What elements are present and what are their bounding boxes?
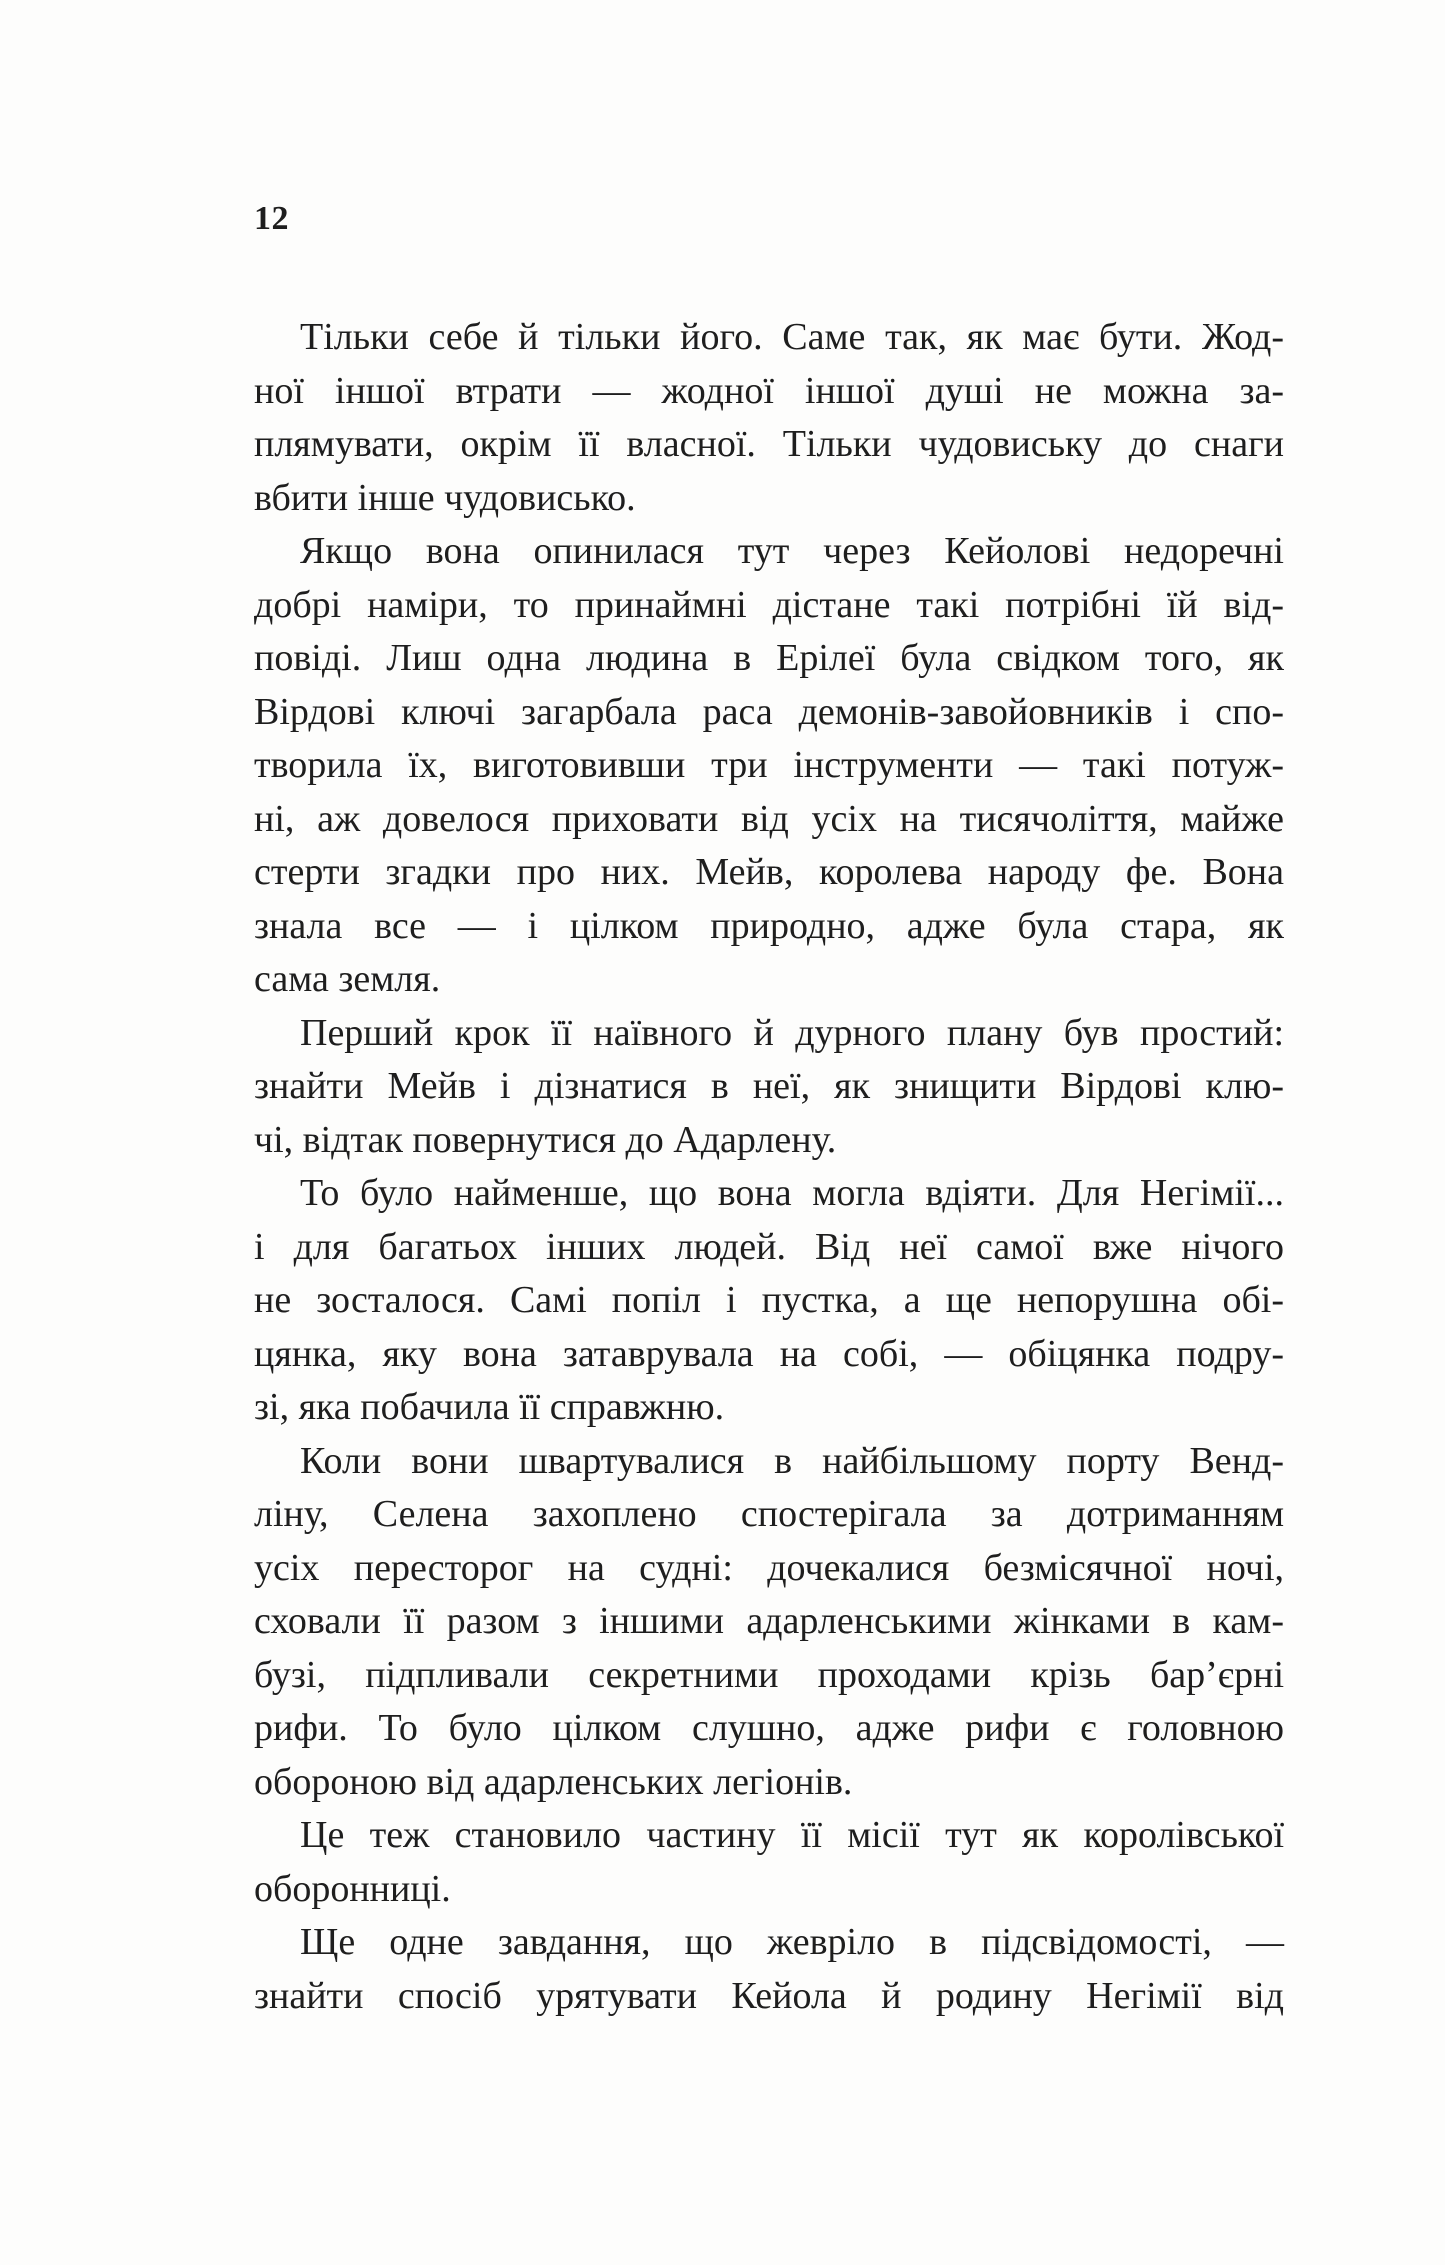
page-number: 12 <box>254 200 289 237</box>
text-line: знала все — і цілком природно, адже була стара, як <box>254 904 1284 947</box>
text-line: ної іншої втрати — жодної іншої душі не можна за- <box>254 369 1284 412</box>
text-line: добрі наміри, то принаймні дістане такі потрібні їй від- <box>254 583 1284 626</box>
text-line: знайти спосіб урятувати Кейола й родину Негімії від <box>254 1974 1284 2017</box>
text-line: бузі, підпливали секретними проходами крізь бар’єрні <box>254 1653 1284 1696</box>
text-line: Тільки себе й тільки його. Саме так, як має бути. Жод- <box>300 316 1284 358</box>
paragraph <box>254 1167 1284 1435</box>
text-line: ліну, Селена захоплено спостерігала за дотриманням <box>254 1493 1284 1535</box>
text-line: вбити інше чудовисько. <box>254 476 636 519</box>
text-line: цянка, яку вона затаврувала на собі, — обіцянка подру- <box>254 1332 1284 1375</box>
text-line: Ще одне завдання, що жевріло в підсвідомості, — <box>300 1921 1284 1963</box>
text-line: зі, яка побачила її справжню. <box>254 1386 725 1428</box>
text-line: і для багатьох інших людей. Від неї самої вже нічого <box>254 1225 1284 1268</box>
text-line: сама земля. <box>254 958 441 1000</box>
text-line: сховали її разом з іншими адарленськими жінками в кам- <box>254 1600 1284 1642</box>
text-line: То було найменше, що вона могла вдіяти. Для Негімії... <box>300 1172 1284 1214</box>
text-line: творила їх, виготовивши три інструменти — такі потуж- <box>254 744 1284 786</box>
text-line: оборонниці. <box>254 1867 451 1910</box>
text-line: стерти згадки про них. Мейв, королева народу фе. Вона <box>254 851 1284 893</box>
paragraph <box>254 525 1284 1007</box>
text-line: знайти Мейв і дізнатися в неї, як знищити Вірдові клю- <box>254 1065 1284 1107</box>
page-text <box>254 311 1284 2023</box>
paragraph <box>254 1916 1284 2023</box>
text-line: обороною від адарленських легіонів. <box>254 1760 853 1803</box>
paragraph <box>254 1809 1284 1916</box>
text-line: Вірдові ключі загарбала раса демонів-завойовників і спо- <box>254 690 1284 733</box>
text-line: усіх пересторог на судні: дочекалися безмісячної ночі, <box>254 1546 1284 1589</box>
text-line: Це теж становило частину її місії тут як королівської <box>300 1814 1284 1856</box>
text-line: повіді. Лиш одна людина в Ерілеї була свідком того, як <box>254 637 1284 679</box>
paragraph <box>254 1435 1284 1810</box>
paragraph <box>254 311 1284 525</box>
text-line: не зосталося. Самі попіл і пустка, а ще непорушна обі- <box>254 1279 1284 1321</box>
text-line: рифи. То було цілком слушно, адже рифи є головною <box>254 1707 1284 1749</box>
text-line: Коли вони швартувалися в найбільшому порту Венд- <box>300 1439 1284 1482</box>
text-line: чі, відтак повернутися до Адарлену. <box>254 1118 837 1161</box>
paragraph <box>254 1007 1284 1168</box>
text-line: Якщо вона опинилася тут через Кейолові недоречні <box>300 530 1284 572</box>
text-line: ні, аж довелося приховати від усіх на тисячоліття, майже <box>254 797 1284 840</box>
text-line: плямувати, окрім її власної. Тільки чудовиську до снаги <box>254 423 1284 465</box>
text-line: Перший крок її наївного й дурного плану був простий: <box>300 1011 1284 1054</box>
